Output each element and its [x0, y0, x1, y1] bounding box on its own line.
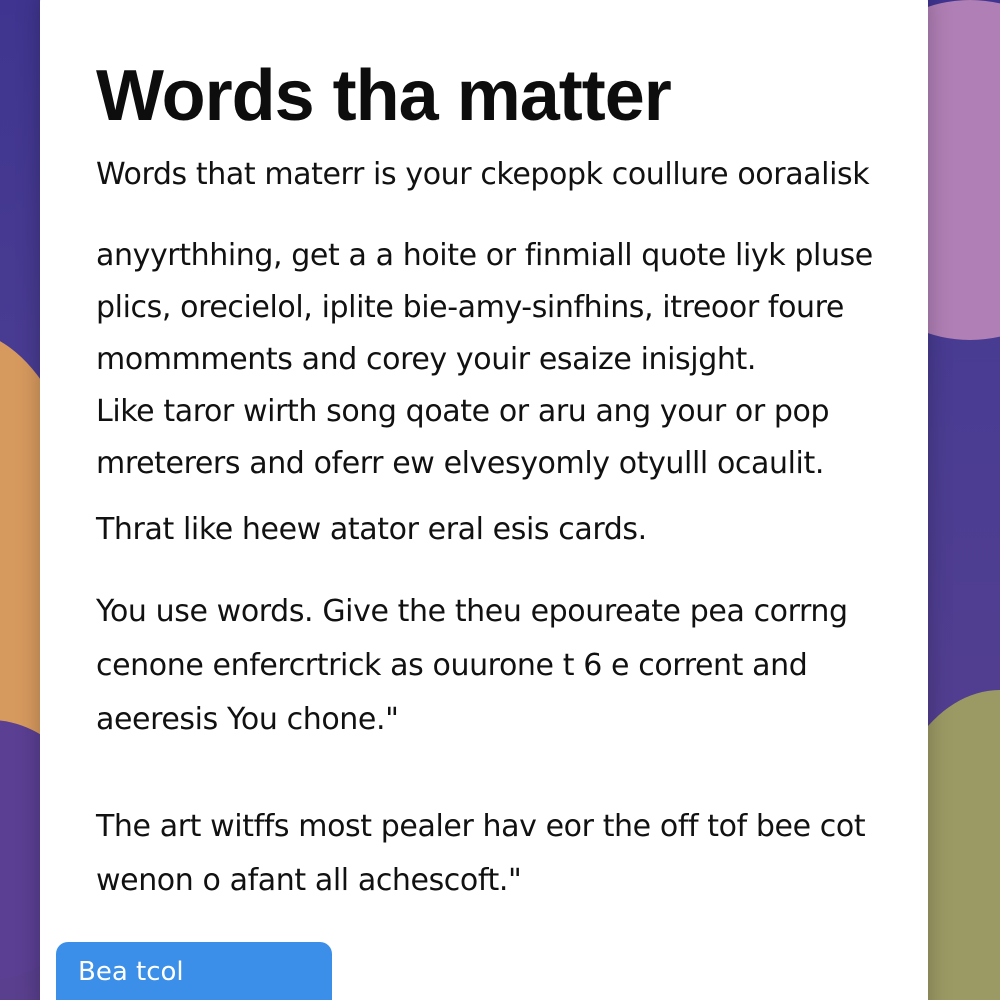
body-line: The art witffs most pealer hav eor the off tof bee cot [96, 809, 866, 844]
body-paragraph-1 [96, 230, 873, 490]
body-paragraph-4 [96, 800, 865, 908]
body-line: Like taror wirth song qoate or aru ang your or pop [96, 394, 830, 429]
body-line: anyyrthhing, get a a hoite or finmiall quote liyk pluse [96, 238, 873, 273]
body-line: Thrat like heew atator eral esis cards. [96, 512, 647, 547]
intro-line: Words that materr is your ckepopk coullure ooraalisk [96, 157, 870, 192]
body-line: You use words. Give the theu epoureate pea corrng [96, 594, 848, 629]
body-line: mreterers and oferr ew elvesyomly otyulll ocaulit. [96, 446, 824, 481]
body-line: wenon o afant all achescoft." [96, 863, 522, 898]
body-line: aeeresis You chone." [96, 702, 399, 737]
content-card [40, 0, 928, 1000]
body-line: mommments and corey youir esaize inisjght. [96, 342, 756, 377]
intro-paragraph [96, 157, 870, 192]
body-line: cenone enfercrtrick as ouurone t 6 e corrent and [96, 648, 808, 683]
card-content [96, 56, 896, 898]
page-title: Words tha matter [96, 56, 671, 136]
body-paragraph-3 [96, 585, 848, 747]
body-paragraph-2 [96, 512, 647, 547]
primary-action-button[interactable]: Bea tcol [56, 942, 332, 1000]
body-line: plics, orecielol, iplite bie-amy-sinfhins, itreoor foure [96, 290, 844, 325]
